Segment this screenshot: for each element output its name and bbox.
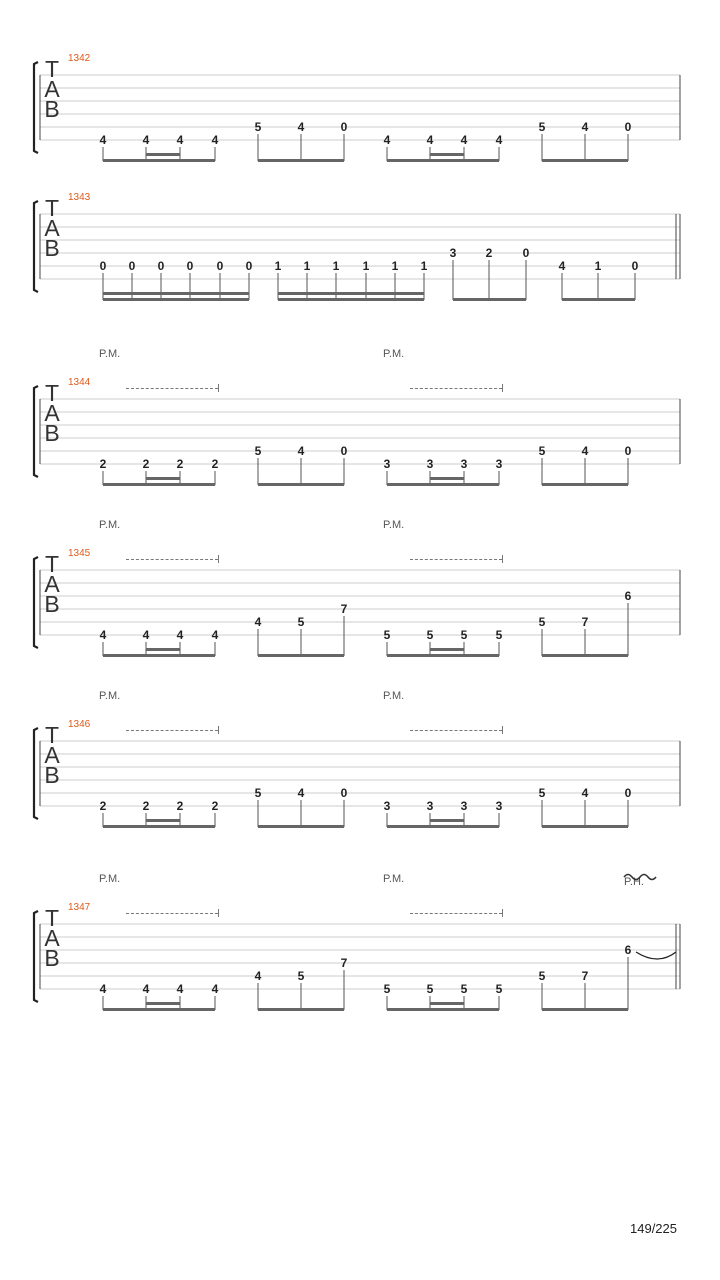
fret-number: 0: [624, 786, 632, 800]
fret-number: 4: [142, 628, 150, 642]
fret-number: 4: [383, 133, 391, 147]
beam: [258, 1008, 344, 1011]
tab-clef-letter: A: [44, 76, 60, 102]
beam: [453, 298, 526, 301]
beam: [387, 825, 499, 828]
tab-clef-letter: B: [44, 235, 60, 261]
fret-number: 4: [211, 982, 219, 996]
fret-number: 5: [538, 786, 546, 800]
tab-clef-letter: A: [44, 925, 60, 951]
tab-clef-letter: T: [44, 199, 60, 221]
fret-number: 4: [254, 969, 262, 983]
fret-number: 5: [538, 120, 546, 134]
tab-staff-1347: [0, 909, 720, 1019]
beam: [562, 298, 635, 301]
tie: [636, 952, 676, 959]
fret-number: 4: [99, 628, 107, 642]
fret-number: 4: [426, 133, 434, 147]
fret-number: 3: [426, 799, 434, 813]
fret-number: 4: [176, 133, 184, 147]
beam: [258, 483, 344, 486]
system-bracket: [34, 728, 38, 819]
fret-number: 0: [340, 786, 348, 800]
fret-number: 4: [99, 982, 107, 996]
system-bracket: [34, 911, 38, 1002]
fret-number: 5: [383, 628, 391, 642]
fret-number: 1: [594, 259, 602, 273]
fret-number: 5: [254, 786, 262, 800]
fret-number: 2: [99, 799, 107, 813]
tab-clef-letter: T: [44, 909, 60, 931]
beam-secondary: [430, 1002, 464, 1005]
system-bracket: [34, 62, 38, 153]
palm-mute-label: P.M.: [383, 519, 405, 531]
fret-number: 0: [631, 259, 639, 273]
fret-number: 0: [340, 444, 348, 458]
fret-number: 5: [297, 615, 305, 629]
beam-secondary: [278, 292, 424, 295]
fret-number: 1: [391, 259, 399, 273]
fret-number: 5: [538, 615, 546, 629]
vibrato-icon: [622, 871, 662, 883]
fret-number: 0: [216, 259, 224, 273]
fret-number: 7: [581, 969, 589, 983]
beam: [258, 159, 344, 162]
beam-secondary: [146, 153, 180, 156]
fret-number: 1: [303, 259, 311, 273]
beam: [103, 298, 249, 301]
fret-number: 2: [142, 799, 150, 813]
beam: [278, 298, 424, 301]
fret-number: 3: [495, 799, 503, 813]
fret-number: 2: [176, 457, 184, 471]
fret-number: 5: [383, 982, 391, 996]
measure-number: 1345: [68, 548, 91, 559]
fret-number: 2: [99, 457, 107, 471]
beam: [542, 825, 628, 828]
tab-staff-1345: [0, 555, 720, 665]
fret-number: 4: [558, 259, 566, 273]
fret-number: 1: [332, 259, 340, 273]
fret-number: 0: [340, 120, 348, 134]
beam: [387, 159, 499, 162]
fret-number: 2: [211, 799, 219, 813]
measure-number: 1346: [68, 719, 91, 730]
palm-mute-label: P.M.: [383, 690, 405, 702]
tab-clef-letter: T: [44, 384, 60, 406]
tab-staff-1346: [0, 726, 720, 836]
fret-number: 4: [99, 133, 107, 147]
beam: [103, 1008, 215, 1011]
fret-number: 5: [495, 982, 503, 996]
fret-number: 0: [128, 259, 136, 273]
tab-clef-letter: B: [44, 945, 60, 971]
fret-number: 4: [142, 133, 150, 147]
system-bracket: [34, 201, 38, 292]
tab-clef-letter: B: [44, 96, 60, 122]
measure-number: 1343: [68, 192, 91, 203]
tab-clef-letter: T: [44, 726, 60, 748]
fret-number: 0: [245, 259, 253, 273]
beam: [387, 1008, 499, 1011]
system-bracket: [34, 386, 38, 477]
tab-clef-letter: B: [44, 591, 60, 617]
fret-number: 1: [362, 259, 370, 273]
beam: [542, 654, 628, 657]
fret-number: 2: [142, 457, 150, 471]
fret-number: 6: [624, 943, 632, 957]
palm-mute-label: P.M.: [383, 348, 405, 360]
fret-number: 5: [495, 628, 503, 642]
fret-number: 3: [460, 457, 468, 471]
fret-number: 4: [297, 786, 305, 800]
tab-clef-letter: B: [44, 762, 60, 788]
beam: [103, 654, 215, 657]
fret-number: 5: [254, 444, 262, 458]
beam: [258, 654, 344, 657]
fret-number: 0: [99, 259, 107, 273]
measure-number: 1342: [68, 53, 91, 64]
fret-number: 4: [211, 133, 219, 147]
palm-mute-label: P.M.: [383, 873, 405, 885]
palm-mute-label: P.M.: [99, 348, 121, 360]
tab-clef-letter: A: [44, 571, 60, 597]
palm-mute-label: P.M.: [99, 690, 121, 702]
fret-number: 3: [426, 457, 434, 471]
fret-number: 0: [157, 259, 165, 273]
fret-number: 2: [211, 457, 219, 471]
fret-number: 6: [624, 589, 632, 603]
fret-number: 0: [624, 444, 632, 458]
beam: [387, 654, 499, 657]
fret-number: 3: [495, 457, 503, 471]
tab-clef-letter: T: [44, 60, 60, 82]
beam-secondary: [146, 477, 180, 480]
fret-number: 4: [254, 615, 262, 629]
beam-secondary: [430, 477, 464, 480]
beam-secondary: [146, 648, 180, 651]
tab-staff-1343: [0, 199, 720, 309]
fret-number: 5: [426, 982, 434, 996]
beam-secondary: [430, 648, 464, 651]
fret-number: 5: [460, 982, 468, 996]
tab-clef-letter: A: [44, 215, 60, 241]
fret-number: 7: [340, 956, 348, 970]
beam: [387, 483, 499, 486]
palm-mute-label: P.M.: [99, 519, 121, 531]
beam-secondary: [146, 819, 180, 822]
fret-number: 3: [460, 799, 468, 813]
fret-number: 1: [420, 259, 428, 273]
fret-number: 3: [383, 457, 391, 471]
beam-secondary: [430, 153, 464, 156]
system-bracket: [34, 557, 38, 648]
fret-number: 4: [581, 786, 589, 800]
beam-secondary: [146, 1002, 180, 1005]
measure-number: 1347: [68, 902, 91, 913]
fret-number: 5: [254, 120, 262, 134]
beam: [103, 159, 215, 162]
beam: [103, 825, 215, 828]
beam: [258, 825, 344, 828]
tab-staff-1342: [0, 60, 720, 170]
tab-clef-letter: A: [44, 400, 60, 426]
beam: [103, 483, 215, 486]
page-number: 149/225: [630, 1221, 677, 1236]
fret-number: 0: [624, 120, 632, 134]
tab-clef-letter: B: [44, 420, 60, 446]
beam-secondary: [430, 819, 464, 822]
fret-number: 5: [460, 628, 468, 642]
beam: [542, 1008, 628, 1011]
fret-number: 0: [522, 246, 530, 260]
beam-secondary: [103, 292, 249, 295]
fret-number: 4: [460, 133, 468, 147]
beam: [542, 159, 628, 162]
tab-clef-letter: A: [44, 742, 60, 768]
fret-number: 5: [538, 444, 546, 458]
measure-number: 1344: [68, 377, 91, 388]
fret-number: 4: [176, 628, 184, 642]
fret-number: 4: [297, 444, 305, 458]
fret-number: 3: [449, 246, 457, 260]
beam: [542, 483, 628, 486]
fret-number: 4: [176, 982, 184, 996]
fret-number: 1: [274, 259, 282, 273]
fret-number: 7: [340, 602, 348, 616]
tab-staff-1344: [0, 384, 720, 494]
fret-number: 3: [383, 799, 391, 813]
fret-number: 4: [495, 133, 503, 147]
fret-number: 0: [186, 259, 194, 273]
fret-number: 5: [426, 628, 434, 642]
fret-number: 4: [142, 982, 150, 996]
fret-number: 4: [581, 120, 589, 134]
fret-number: 4: [297, 120, 305, 134]
pinch-harmonic-label: P.H.: [624, 876, 644, 888]
fret-number: 5: [297, 969, 305, 983]
fret-number: 2: [485, 246, 493, 260]
fret-number: 5: [538, 969, 546, 983]
fret-number: 4: [211, 628, 219, 642]
fret-number: 7: [581, 615, 589, 629]
tab-clef-letter: T: [44, 555, 60, 577]
palm-mute-label: P.M.: [99, 873, 121, 885]
fret-number: 4: [581, 444, 589, 458]
fret-number: 2: [176, 799, 184, 813]
